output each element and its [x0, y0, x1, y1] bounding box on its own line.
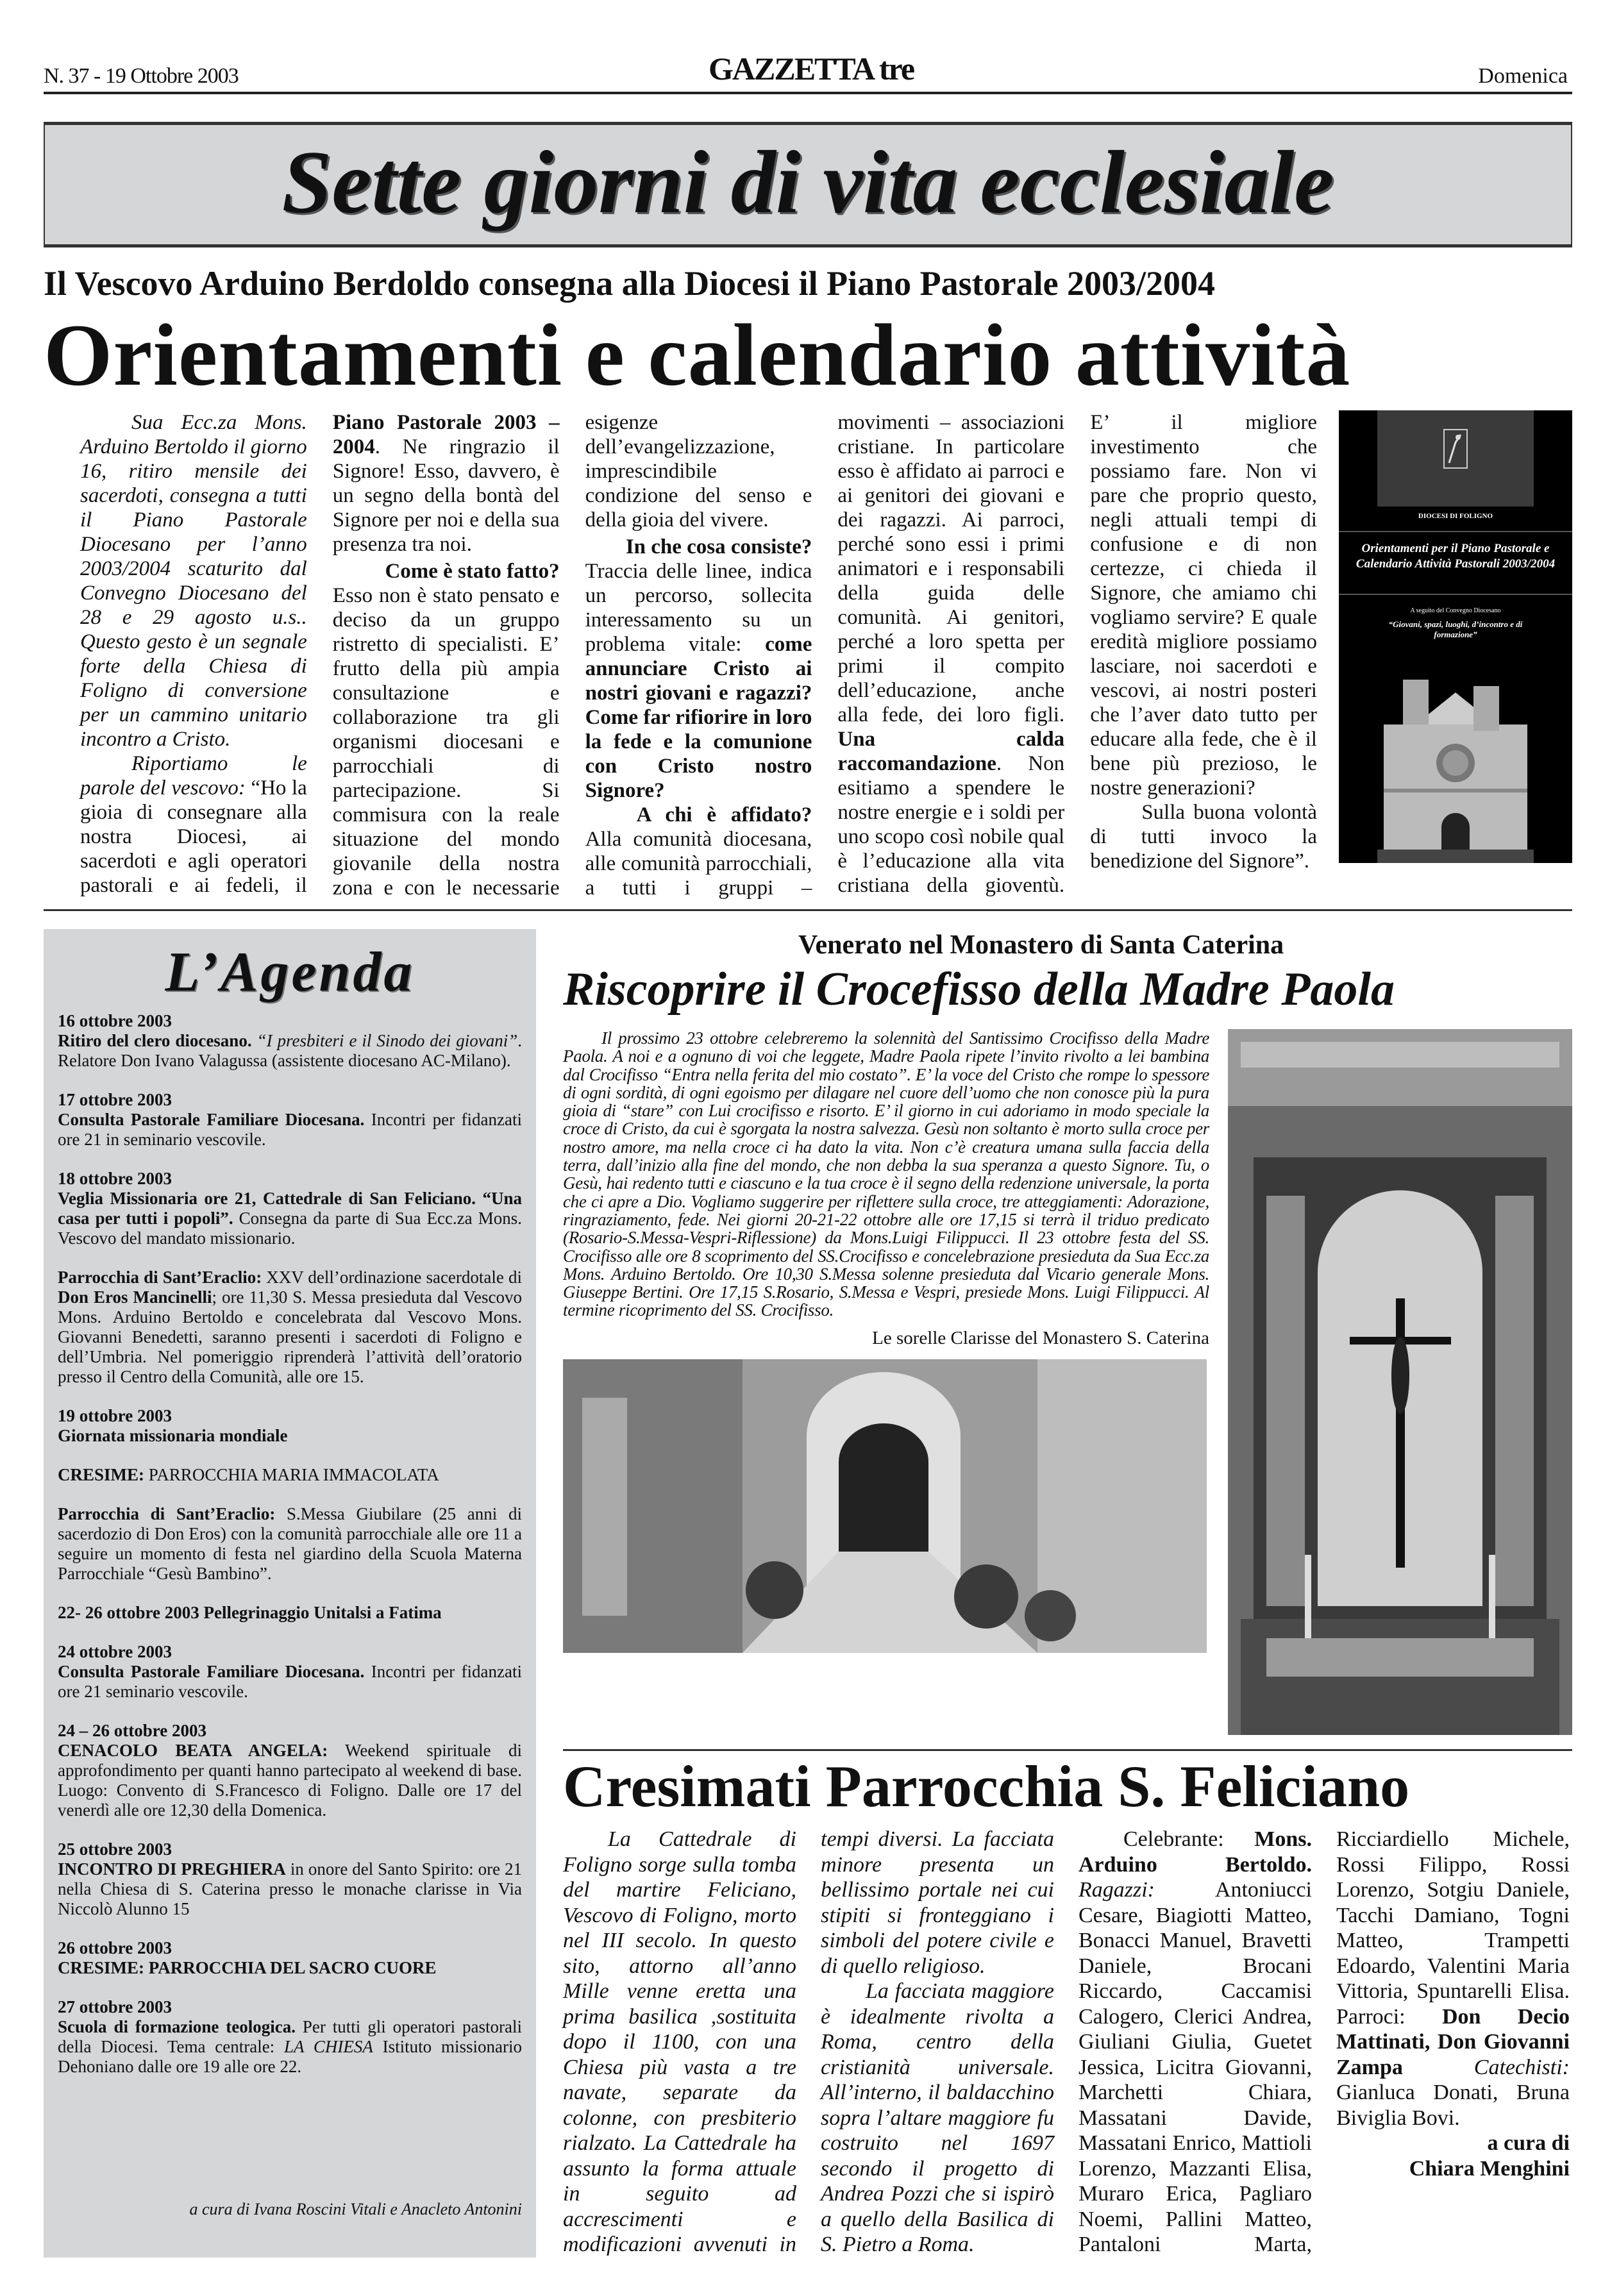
agenda-date: 26 ottobre 2003 — [58, 1938, 172, 1957]
agenda-entry — [58, 1169, 522, 1248]
agenda-entry — [58, 1938, 522, 1978]
issue-info: N. 37 - 19 Ottobre 2003 — [44, 64, 239, 88]
diocese-logo-icon — [1377, 410, 1534, 507]
text-run: Ragazzi: — [1078, 1878, 1155, 1902]
text-run: INCONTRO DI PREGHIERA — [58, 1859, 286, 1879]
agenda-text — [58, 1958, 522, 1978]
text-run: Veglia Missionaria ore 21, Cattedrale di San Feliciano. “Una casa per tutti i popoli”. — [58, 1189, 522, 1228]
agenda-text — [58, 1504, 522, 1584]
text-run: Consulta Pastorale Familiare Diocesana. — [58, 1110, 365, 1129]
agenda-date: 16 ottobre 2003 — [58, 1011, 172, 1030]
cresimati-title: Cresimati Parrocchia S. Feliciano — [563, 1754, 1410, 1819]
text-run: Ritiro del clero diocesano. — [58, 1031, 257, 1050]
day-label: Domenica — [1478, 64, 1568, 88]
cover-note: A seguito del Convegno Diocesano — [1410, 607, 1501, 614]
agenda-entry — [58, 1642, 522, 1702]
text-run: Antoniucci Cesare, Biagiotti Matteo, Bonacci Manuel, Bravetti Daniele, Brocani Riccardo, Caccamisi Calogero, Clerici Andrea, Giuliani Giulia, Guetet Jessica, Licitra Giovanni, Marchetti Chiara, Massatani Davide, Massatani Enrico, Mattioli Lorenzo, Mazzanti Elisa, Muraro Erica, Pagliaro Noemi, Pallini Matteo, Pantaloni Marta, Ricciardiello Michele, Rossi Filippo, Rossi Lorenzo, Sotgiu Daniele, Tacchi Damiano, Togni Matteo, Trampetti Edoardo, Valentini Maria Vittoria, Spuntarelli Elisa. Parroci: — [1078, 1827, 1570, 2256]
lead-article-body — [44, 410, 1317, 900]
text-run: “Ho la gioia di consegnare alla nostra Diocesi, ai sacerdoti e agli operatori pastorali e ai fedeli, il — [80, 776, 307, 897]
agenda-text — [58, 1268, 522, 1387]
agenda-date: 18 ottobre 2003 — [58, 1169, 172, 1188]
agenda-entry — [58, 1504, 522, 1584]
text-run: Alla comunità diocesana, alle comunità parrocchiali, a tutti i gruppi – movimenti – associazioni cristiane. In particolare esso è affidato ai parroci e ai genitori dei giovani e dei ragazzi. Ai parroci, perché sono essi i primi animatori e i responsabili della guida delle comunità. Ai genitori, perché a loro spetta per primi il compito dell’educazione, anche alla fede, dei loro figli. — [585, 411, 1065, 900]
text-run: Don Decio Mattinati, Don Giovanni Zampa — [1336, 2004, 1570, 2079]
text-run: . Non esitiamo a spendere le nostre energie e i soldi per uno scopo così nobile qual è l’educazione alla vita cristiana della gioventù. E’ il migliore investimento che possiamo fare. Non vi pare che proprio questo, negli attuali tempi di confusione e di non certezze, ci chieda il Signore, che amiamo chi vogliamo servire? E quale eredità migliore possiamo lasciare, noi sacerdoti e vescovi, ai nostri posteri che l’aver dato tutto per educare alla fede, che è il bene più prezioso, le nostre generazioni? — [837, 411, 1317, 897]
text-run: Weekend spirituale di approfondimento per quanti hanno partecipato al weekend di base. Luogo: Convento di S.Francesco di Foligno. Dalle ore 17 del venerdì alle ore 12,30 della Domenica. — [58, 1741, 522, 1820]
credit-line: a cura di — [1487, 2131, 1570, 2155]
agenda-date: 19 ottobre 2003 — [58, 1406, 172, 1425]
text-run: Gianluca Donati, Bruna Biviglia Bovi. — [1336, 2081, 1570, 2130]
agenda-date: 27 ottobre 2003 — [58, 1997, 172, 2016]
text-run: Traccia delle linee, indica un percorso, sollecita interessamento su un problema vitale: — [585, 560, 812, 656]
text-run: . Relatore Don Ivano Valagussa (assistente diocesano AC-Milano). — [58, 1031, 523, 1070]
text-run: ; ore 11,30 S. Messa presieduta dal Vescovo Mons. Arduino Bertoldo e concelebrata dal Vescovo Mons. Giovanni Benedetti, saranno presenti i sacerdoti di Foligno e dell’Umbria. Nel pomeriggio riprenderà l’attività dell’oratorio presso il Centro della Comunità, alle ore 15. — [58, 1287, 522, 1386]
text-run: CRESIME: — [58, 1465, 145, 1484]
agenda-entry — [58, 1603, 522, 1623]
right-column — [563, 929, 1572, 2258]
subheading — [585, 535, 812, 559]
text-run: XXV dell’ordinazione sacerdotale di — [262, 1268, 522, 1287]
text-run: Mons. Arduino Bertoldo. — [1078, 1827, 1312, 1877]
crocifisso-kicker: Venerato nel Monastero di Santa Caterina — [798, 930, 1284, 960]
agenda-entry — [58, 1406, 522, 1446]
page-body — [44, 122, 1572, 2296]
cresimati-body — [563, 1827, 1570, 2258]
text-run: Per tutti gli operatori pastorali della Diocesi. Tema centrale: — [58, 2017, 522, 2056]
agenda-text — [58, 1741, 522, 1820]
text-run: Consegna da parte di Sua Ecc.za Mons. Vescovo del mandato missionario. — [58, 1209, 522, 1248]
lead-subtitle: Il Vescovo Arduino Berdoldo consegna alla Diocesi il Piano Pastorale 2003/2004 — [44, 264, 1216, 303]
agenda-entry — [58, 1011, 522, 1071]
agenda-box — [44, 929, 536, 2258]
crocifisso-text-column — [563, 1029, 1209, 1653]
text-run: In che cosa consiste? — [625, 535, 812, 558]
crocifisso-title: Riscoprire il Crocefisso della Madre Paola — [563, 963, 1395, 1016]
agenda-date: 24 ottobre 2003 — [58, 1642, 172, 1661]
subheading — [333, 559, 560, 583]
agenda-text — [58, 1603, 522, 1623]
agenda-title: L’Agenda — [165, 941, 415, 1003]
text-run: in onore del Santo Spirito: ore 21 nella Chiesa di S. Caterina presso le monache clarisse in Via Niccolò Alunno 15 — [58, 1859, 523, 1918]
agenda-date: 24 – 26 ottobre 2003 — [58, 1721, 206, 1740]
paragraph — [80, 410, 307, 751]
text-run: Incontri per fidanzati ore 21 in seminario vescovile. — [58, 1110, 522, 1149]
paragraph — [1090, 800, 1317, 873]
credit-author: Chiara Menghini — [1409, 2156, 1570, 2181]
cloister-courtyard-photo — [563, 1359, 1207, 1653]
lead-headline: Orientamenti e calendario attività — [44, 306, 1351, 404]
masthead-logo: GAZZETTA tre — [709, 51, 914, 87]
text-run: Esso non è stato pensato e deciso da un gruppo ristretto di specialisti. E’ frutto della più ampia consultazione e collaborazione tra gli organismi diocesani e parrocchiali di partecipazione. Si commisura con la reale situazione del mondo giovanile della nostra zona e con le necessarie esigenze dell’evangelizzazione, imprescindibile condizione del senso e della gioia del vivere. — [332, 411, 812, 900]
agenda-entry — [58, 1268, 522, 1387]
text-run: LA CHIESA — [284, 2037, 373, 2056]
text-run: La Cattedrale di Foligno sorge sulla tomba del martire Feliciano, Vescovo di Foligno, morto nel III secolo. In questo sito, attorno all’anno Mille venne eretta una prima basilica ,sostituita dopo il 1100, con una Chiesa più vasta a tre navate, separate da colonne, con presbiterio rialzato. La Cattedrale ha assunto la forma attuale in seguito ad accrescimenti e modificazioni avvenuti in tempi diversi. La facciata minore presenta un bellissimo portale nei cui stipiti si fronteggiano i simboli del potere civile e di quello religioso. — [563, 1827, 1054, 2256]
text-run: . Ne ringrazio il Signore! Esso, davvero, è un segno della bontà del Signore per noi e della sua presenza tra noi. — [332, 435, 560, 556]
text-run: “I presbiteri e il Sinodo dei giovani” — [256, 1031, 518, 1050]
text-run: Sulla buona volontà di tutti invoco la benedizione del Signore”. — [1090, 801, 1317, 873]
crocifisso-body: Il prossimo 23 ottobre celebreremo la solennità del Santissimo Crocifisso della Madre Paola. A noi e a ognuno di voi che leggete, Madre Paola ripete l’invito rivolto a lei bambina dal Crocifisso “Entra nella ferita del mio costato”. E’ la voce del Cristo che rompe lo spessore di ogni sordità, di ogni egoismo per dilagare nel cuore dell’uomo che non conosce più la pura gioia di “stare” con Lui crocifisso e risorto. E’ il giorno in cui adoriamo in modo speciale la croce di Cristo, da cui è sgorgata la nostra salvezza. Gesù non soltanto è morto sulla croce per nostro amore, ma nella croce ci ha dato la vita. Non c’è creatura umana sulla faccia della terra, dall’inizio alla fine del mondo, che non debba la sua speranza a questo Signore. Tu, o Gesù, hai redento tutti e ciascuno e la tua croce è il segno della redenzione universale, la porta che ci apre a Dio. Vogliamo suggerire per riflettere sulla croce, tre atteggiamenti: Adorazione, ringraziamento, fede. Nei giorni 20-21-22 ottobre alle ore 17,15 si terrà il triduo predicato (Rosario-S.Messa-Vespri-Riflessione) da Mons.Luigi Filippucci. Il 23 ottobre festa del SS. Crocifisso alle ore 8 scoprimento del SS.Crocifisso e concelebrazione presieduta da Sua Ecc.za Mons. Arduino Bertoldo. Ore 10,30 S.Messa solenne presieduta dal Vicario generale Mons. Giuseppe Bertini. Ore 17,15 S.Rosario, S.Messa e Vespri, presiede Mons. Luigi Filippucci. Al termine ricoprimento del SS. Crocifisso. — [563, 1028, 1209, 1320]
paragraph — [585, 559, 812, 803]
text-run: Parrocchia di Sant’Eraclio: — [58, 1504, 276, 1523]
cathedral-photo — [1377, 667, 1534, 863]
crucifix-photo — [1228, 1029, 1572, 1735]
agenda-text — [58, 1189, 522, 1248]
text-run: Catechisti: — [1402, 2055, 1570, 2079]
text-run: Celebrante: — [1123, 1827, 1255, 1851]
agenda-entry — [58, 1090, 522, 1150]
agenda-entry — [58, 1839, 522, 1919]
text-run: S.Messa Giubilare (25 anni di sacerdozio di Don Eros) con la comunità parrocchiale alle ore 11 a seguire un momento di festa nel giardino della Scuola Materna Parrocchiale “Gesù Bambino”. — [58, 1504, 522, 1583]
agenda-text — [58, 1031, 522, 1071]
lead-article — [44, 410, 1572, 900]
lower-section — [44, 929, 1572, 2258]
text-run: Parrocchia di Sant’Eraclio: — [58, 1268, 262, 1287]
section-rule — [44, 909, 1572, 911]
section-banner — [44, 122, 1572, 247]
agenda-text — [58, 1426, 522, 1446]
text-run: Incontri per fidanzati ore 21 seminario vescovile. — [58, 1662, 522, 1701]
cover-logo-band — [1377, 410, 1534, 507]
crocifisso-article — [563, 1029, 1572, 1735]
header-rule — [44, 92, 1572, 94]
text-run: Don Eros Mancinelli — [58, 1287, 212, 1307]
cover-title: Orientamenti per il Piano Pastorale e Calendario Attività Pastorali 2003/2004 — [1339, 531, 1572, 595]
text-run: Una calda raccomandazione — [837, 728, 1065, 775]
agenda-text — [58, 1110, 522, 1150]
cover-theme: “Giovani, spazi, luoghi, d’incontro e di formazione” — [1388, 619, 1523, 639]
paragraph — [821, 1979, 1054, 2258]
agenda-entry — [58, 1997, 522, 2077]
cover-diocese: DIOCESI DI FOLIGNO — [1418, 512, 1493, 520]
booklet-cover-image — [1339, 410, 1572, 863]
agenda-entry — [58, 1465, 522, 1485]
text-run: Giornata missionaria mondiale — [58, 1426, 288, 1445]
text-run: Consulta Pastorale Familiare Diocesana. — [58, 1662, 365, 1681]
agenda-text — [58, 2017, 522, 2077]
text-run: Sua Ecc.za Mons. Arduino Bertoldo il giorno 16, ritiro mensile dei sacerdoti, consegna a tutti il Piano Pastorale Diocesano per l’anno 2003/2004 scaturito dal Convegno Diocesano del 28 e 29 agosto u.s.. Questo gesto è un segnale forte della Chiesa di Foligno di conversione per un cammino unitario incontro a Cristo. — [80, 411, 307, 751]
agenda-list — [58, 1011, 522, 2077]
agenda-date: 17 ottobre 2003 — [58, 1090, 172, 1109]
agenda-date: 25 ottobre 2003 — [58, 1839, 172, 1859]
text-run: La facciata maggiore è idealmente rivolta a Roma, centro della cristianità universale. All’interno, il baldacchino sopra l’altare maggiore fu costruito nel 1697 secondo il progetto di Andrea Pozzi che si ispirò a quello della Basilica di S. Pietro a Roma. — [821, 1979, 1054, 2256]
text-run: come annunciare Cristo ai nostri giovani e ragazzi? Come far rifiorire in loro la fede e la comunione con Cristo nostro Signore? — [585, 633, 812, 802]
text-run: Riportiamo le parole del vescovo: — [80, 752, 307, 800]
text-run: Scuola di formazione teologica. — [58, 2017, 296, 2036]
agenda-entry — [58, 1721, 522, 1820]
agenda-text — [58, 1859, 522, 1919]
agenda-credit: a cura di Ivana Roscini Vitali e Anacleto Antonini — [189, 2199, 522, 2218]
cresimati-credit — [1336, 2131, 1570, 2181]
text-run: Istituto missionario Dehoniano dalle ore 19 alle ore 22. — [58, 2037, 523, 2076]
section-title: Sette giorni di vita ecclesiale — [281, 133, 1334, 232]
text-run: CENACOLO BEATA ANGELA: — [58, 1741, 328, 1760]
text-run: A chi è affidato? — [636, 803, 812, 826]
text-run: Piano Pastorale 2003 – 2004 — [332, 411, 560, 458]
crocifisso-signature: Le sorelle Clarisse del Monastero S. Caterina — [872, 1327, 1209, 1348]
agenda-text — [58, 1465, 522, 1485]
text-run: PARROCCHIA MARIA IMMACOLATA — [144, 1465, 439, 1484]
text-run: Come è stato fatto? — [385, 560, 560, 583]
paragraph — [1078, 1827, 1570, 2258]
agenda-text — [58, 1662, 522, 1702]
text-run: CRESIME: PARROCCHIA DEL SACRO CUORE — [58, 1958, 437, 1977]
text-run: 22- 26 ottobre 2003 Pellegrinaggio Unitalsi a Fatima — [58, 1603, 442, 1622]
